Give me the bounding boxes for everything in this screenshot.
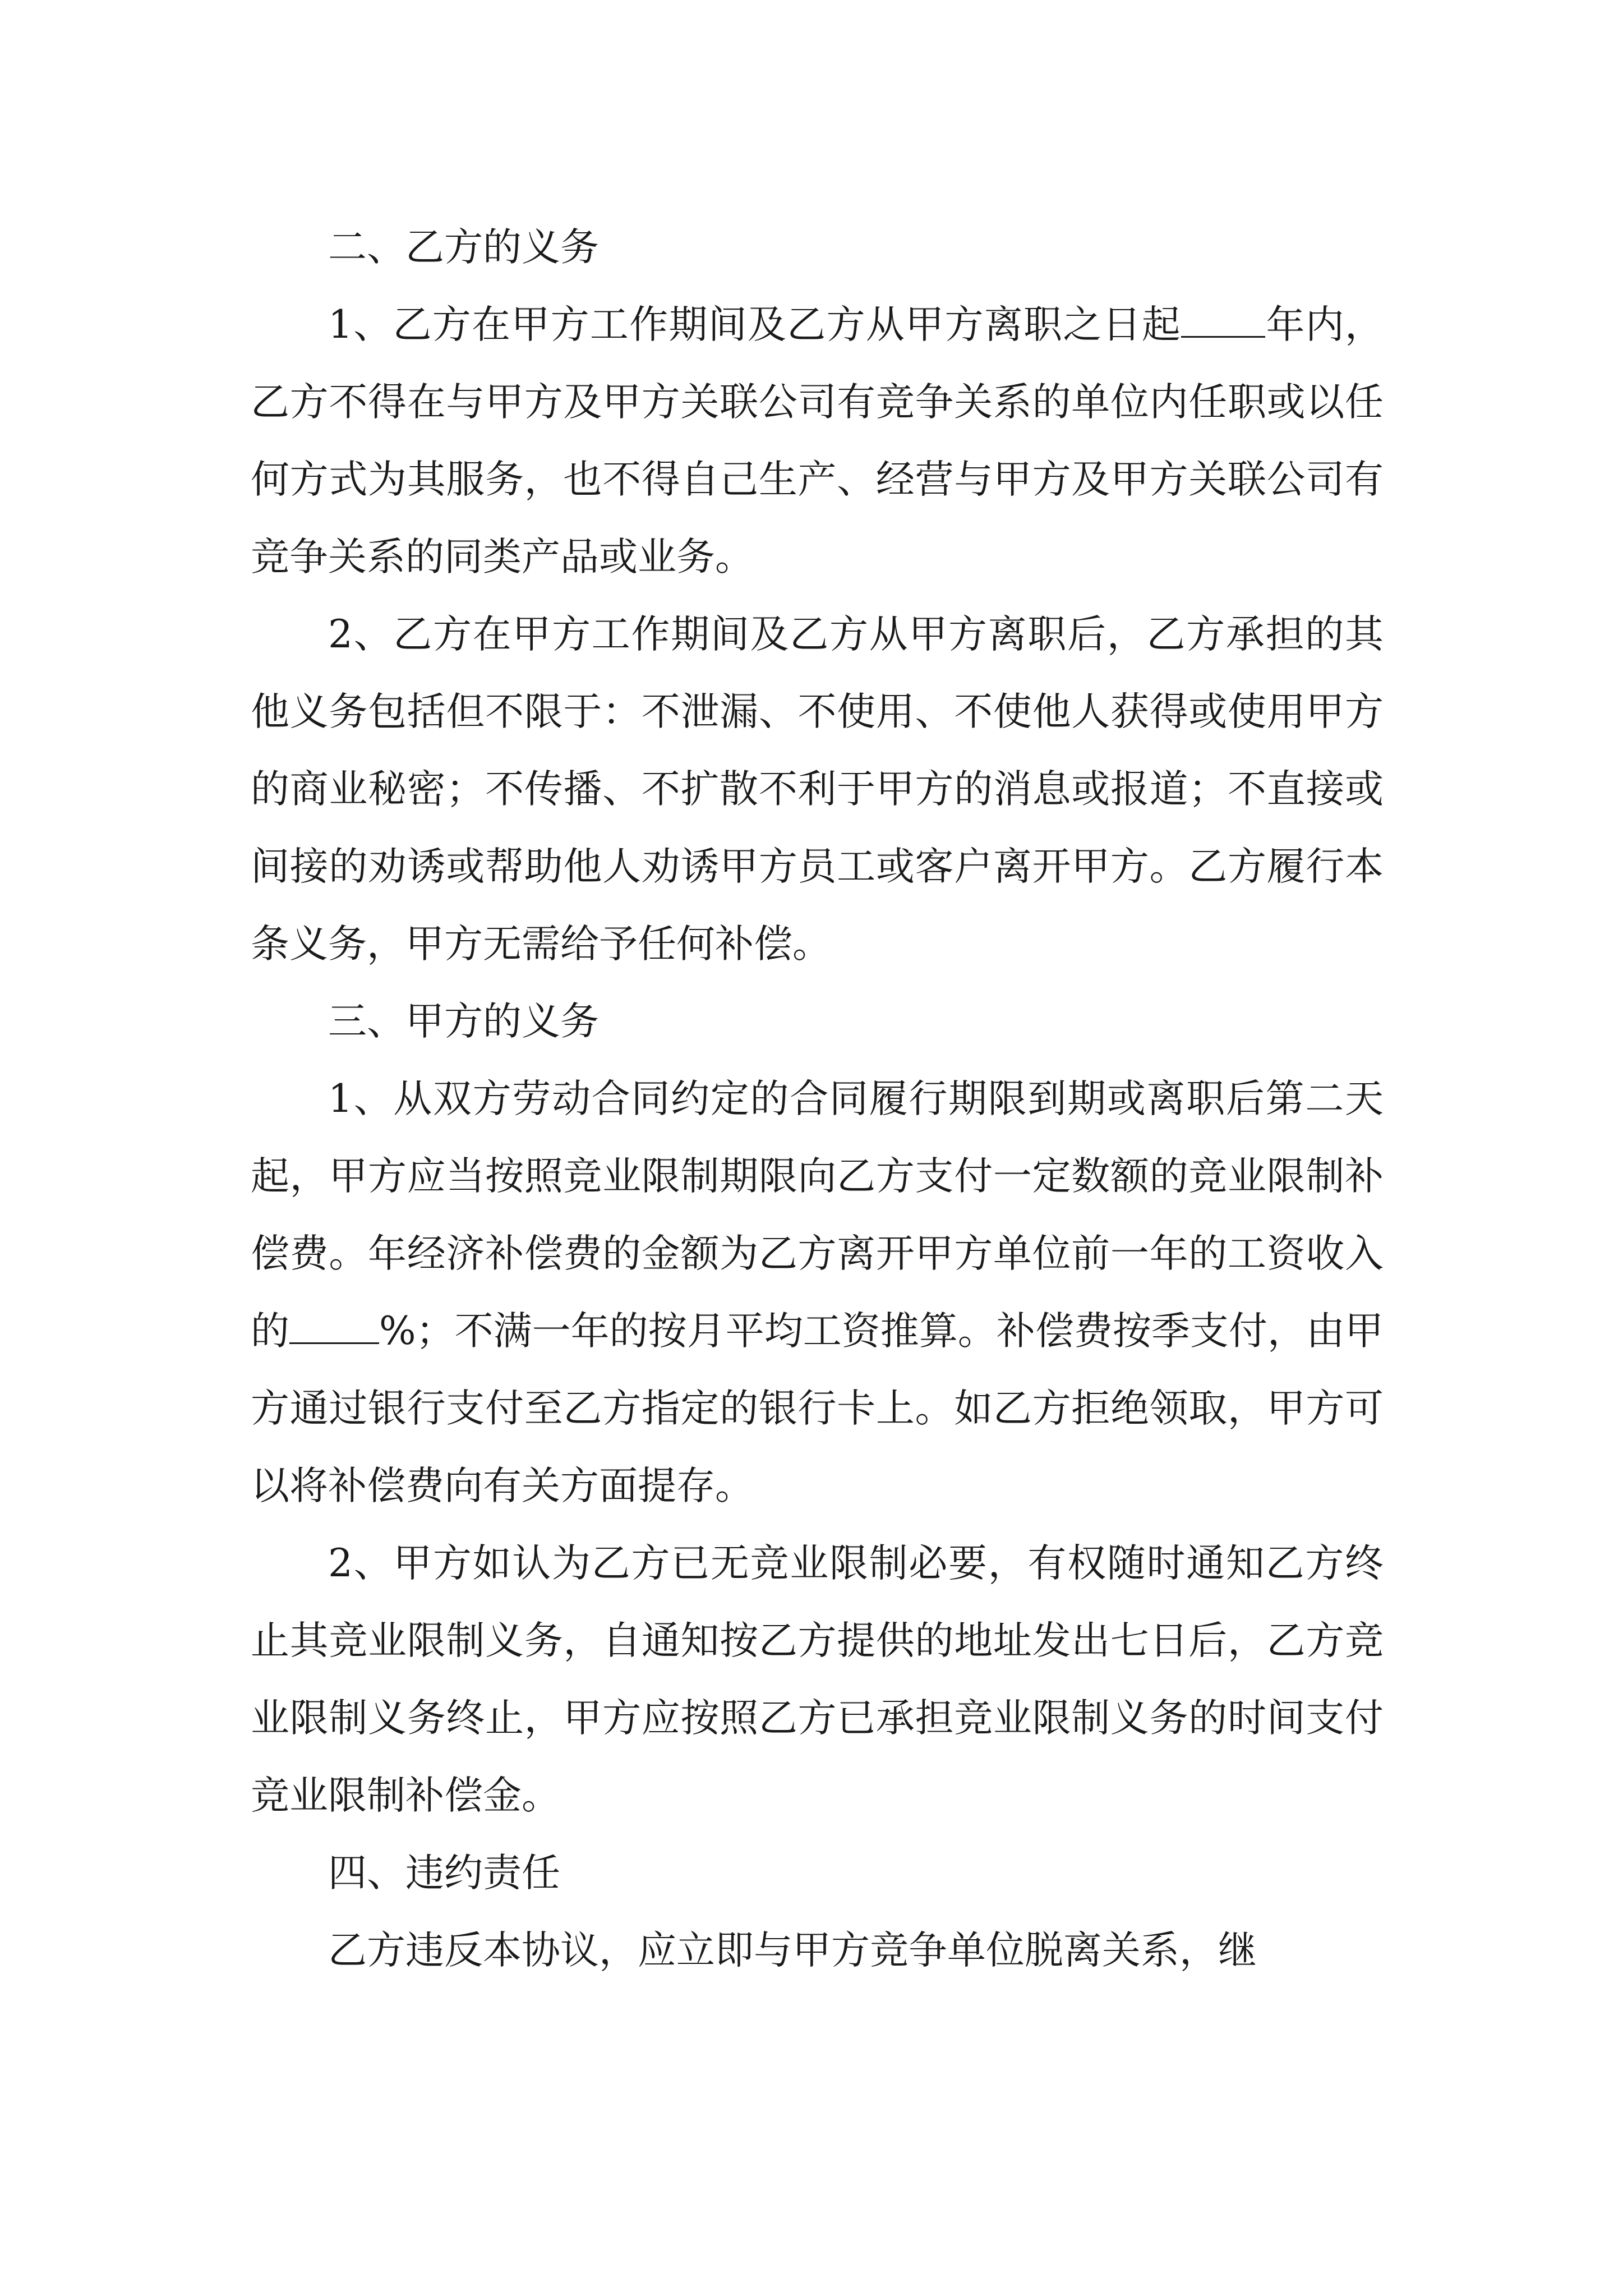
clause-yifang-1: [251, 286, 1384, 596]
section-heading-liability: 四、违约责任: [328, 1851, 560, 1895]
clause-text: 1、乙方在甲方工作期间及乙方从甲方离职之日起: [328, 302, 1182, 347]
section-heading-jiafang-obligations: 三、甲方的义务: [328, 999, 599, 1044]
fill-in-blank-percent: [289, 1304, 379, 1344]
clause-text: %；不满一年的按月平均工资推算。补偿费按季支付，由甲方通过银行支付至乙方指定的银行卡上。如乙方拒绝领取，甲方可以将补偿费向有关方面提存。: [251, 1309, 1384, 1508]
clause-text: 年内，乙方不得在与甲方及甲方关联公司有竞争关系的单位内任职或以任何方式为其服务，也不得自己生产、经营与甲方及甲方关联公司有竞争关系的同类产品或业务。: [251, 302, 1384, 579]
fill-in-blank-years: [1181, 297, 1265, 338]
section-heading-yifang-obligations: 二、乙方的义务: [328, 225, 599, 270]
clause-liability-1: 乙方违反本协议，应立即与甲方竞争单位脱离关系，继: [328, 1928, 1257, 1973]
clause-yifang-2: 2、乙方在甲方工作期间及乙方从甲方离职后，乙方承担的其他义务包括但不限于：不泄漏、不使用、不使他人获得或使用甲方的商业秘密；不传播、不扩散不利于甲方的消息或报道；不直接或间接的劝诱或帮助他人劝诱甲方员工或客户离开甲方。乙方履行本条义务，甲方无需给予任何补偿。: [251, 612, 1384, 967]
clause-jiafang-1: [251, 1060, 1384, 1525]
clause-jiafang-2: 2、甲方如认为乙方已无竞业限制必要，有权随时通知乙方终止其竞业限制义务，自通知按乙方提供的地址发出七日后，乙方竞业限制义务终止，甲方应按照乙方已承担竞业限制义务的时间支付竞业限制补偿金。: [251, 1541, 1384, 1818]
document-page: [251, 209, 1384, 1989]
clause-text: 1、从双方劳动合同约定的合同履行期限到期或离职后第二天起，甲方应当按照竞业限制期限向乙方支付一定数额的竞业限制补偿费。年经济补偿费的金额为乙方离开甲方单位前一年的工资收入的: [251, 1076, 1384, 1354]
